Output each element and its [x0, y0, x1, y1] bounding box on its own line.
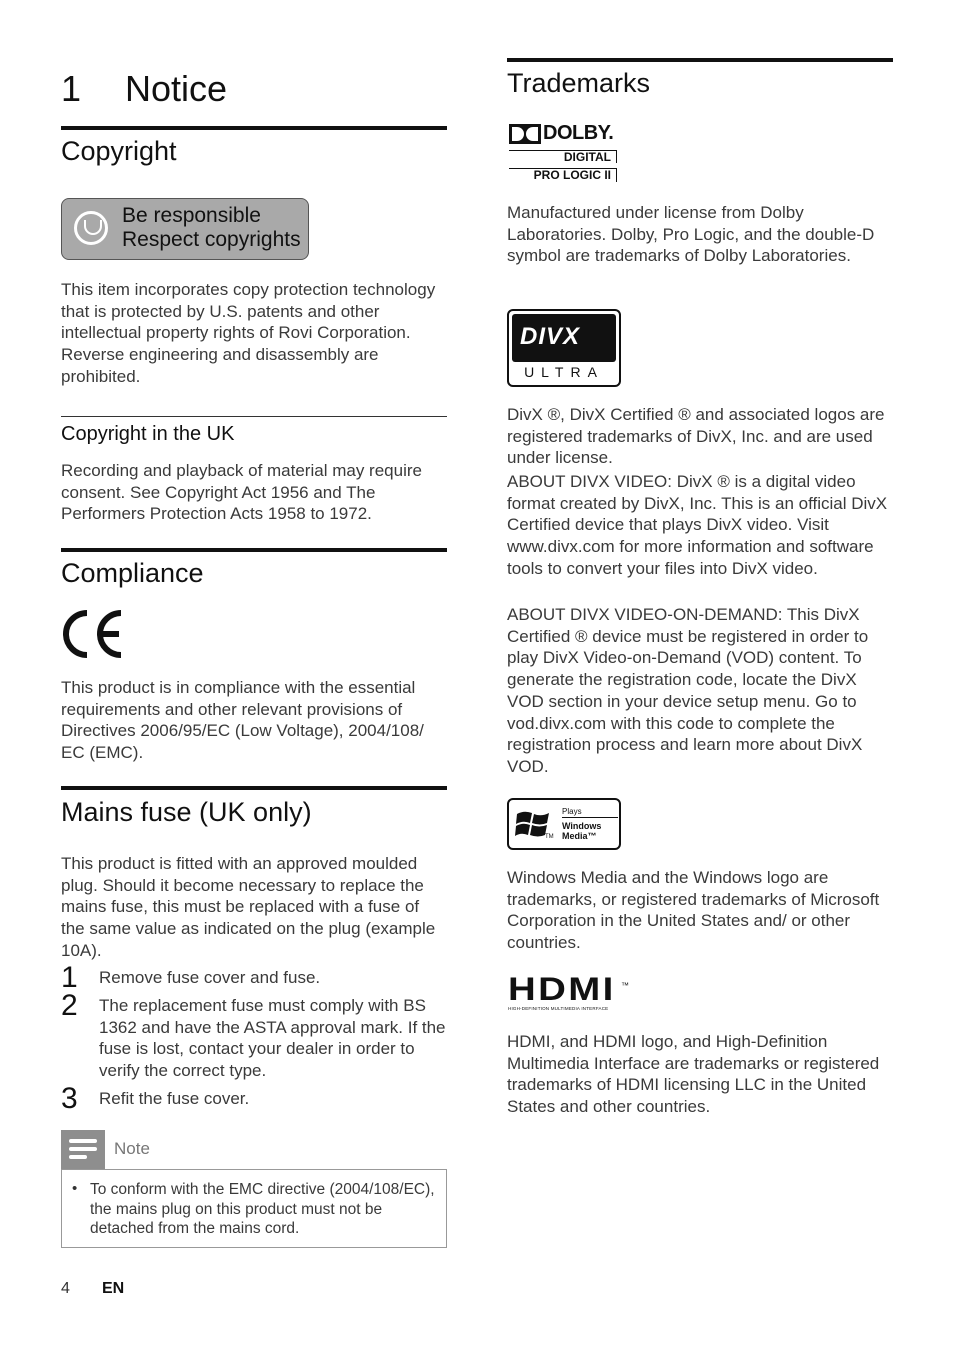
dolby-pro-logic: PRO LOGIC II — [513, 168, 617, 182]
copyright-uk-heading: Copyright in the UK — [61, 423, 235, 445]
step-number: 2 — [61, 989, 78, 1022]
hdmi-tm: ™ — [621, 981, 629, 990]
windows-media-text: Windows Media and the Windows logo are trademarks, or registered trademarks of Microsoft Corporation in the United States and/ or other countries. — [507, 868, 880, 953]
step-number: 3 — [61, 1082, 78, 1115]
wm-tm: TM — [545, 834, 554, 840]
windows-media-logo — [507, 798, 621, 850]
hdmi-logo — [508, 971, 632, 1013]
section-rule — [507, 58, 893, 62]
step-number: 1 — [61, 961, 78, 994]
hdmi-brand: HDMI — [508, 971, 616, 1007]
note-bullet: • — [72, 1180, 78, 1197]
wm-plays: Plays — [562, 807, 582, 816]
mains-body: This product is fitted with an approved moulded plug. Should it become necessary to replace the mains fuse, this must be replaced with a fuse of the same value as indicated on the plug (example 10A). — [61, 854, 436, 960]
copyright-heading: Copyright — [61, 136, 177, 166]
page-language: EN — [102, 1280, 125, 1297]
divx-text-2: ABOUT DIVX VIDEO: DivX ® is a digital video format created by DivX, Inc. This is an official DivX Certified device that plays DivX video. Visit www.divx.com for more information and software tools to convert your files into DivX video. — [507, 472, 888, 578]
note-text: To conform with the EMC directive (2004/108/EC), the mains plug on this product must not be detached from the mains cord. — [90, 1181, 435, 1237]
ce-mark-icon — [61, 609, 125, 659]
chapter-number: 1 — [61, 68, 82, 109]
divx-brand: DIVX — [520, 323, 581, 350]
chapter-title — [61, 68, 227, 110]
wm-windows: Windows — [562, 821, 602, 831]
section-rule — [61, 548, 447, 552]
step-text: Remove fuse cover and fuse. — [99, 968, 321, 987]
compliance-body: This product is in compliance with the essential requirements and other relevant provisions of Directives 2006/95/EC (Low Voltage), 2004/108/ EC (EMC). — [61, 678, 424, 763]
divx-ultra-logo — [507, 309, 621, 387]
dolby-text: Manufactured under license from Dolby Laboratories. Dolby, Pro Logic, and the double-D symbol are trademarks of Dolby Laboratories. — [507, 203, 875, 266]
dolby-logo — [509, 124, 621, 184]
be-responsible-badge — [61, 198, 309, 260]
dolby-brand: DOLBY. — [543, 122, 614, 144]
note-icon — [61, 1130, 105, 1169]
copyright-uk-body: Recording and playback of material may require consent. See Copyright Act 1956 and The Performers Protection Acts 1958 to 1972. — [61, 461, 422, 524]
note-label: Note — [114, 1139, 150, 1158]
divx-text-3: ABOUT DIVX VIDEO-ON-DEMAND: This DivX Certified ® device must be registered in order to play DivX Video-on-Demand (VOD) content. To generate the registration code, locate the DivX VOD section in your device setup menu. Go to vod.divx.com with this code to complete the registration process and learn more about DivX VOD. — [507, 605, 869, 776]
hdmi-sub: HIGH-DEFINITION MULTIMEDIA INTERFACE — [508, 1006, 609, 1011]
step-text: The replacement fuse must comply with BS 1362 and have the ASTA approval mark. If the fuse is lost, contact your dealer in order to verify the correct type. — [99, 996, 446, 1081]
page-number: 4 — [61, 1280, 70, 1297]
divx-ultra: ULTRA — [524, 364, 604, 380]
section-rule — [61, 126, 447, 130]
trademarks-heading: Trademarks — [507, 68, 651, 98]
note-box — [61, 1169, 447, 1248]
power-ring-icon — [74, 211, 108, 245]
double-d-icon — [509, 124, 541, 144]
mains-heading: Mains fuse (UK only) — [61, 797, 312, 827]
chapter-title-text: Notice — [125, 68, 228, 109]
divx-text-1: DivX ®, DivX Certified ® and associated logos are registered trademarks of DivX, Inc. and are used under license. — [507, 405, 885, 468]
copyright-body: This item incorporates copy protection technology that is protected by U.S. patents and other intellectual property rights of Rovi Corporation. Reverse engineering and disassembly are prohibited. — [61, 280, 436, 386]
section-rule — [61, 786, 447, 790]
badge-line-1: Be responsible — [122, 204, 261, 227]
subsection-rule — [61, 416, 447, 417]
wm-media: Media™ — [562, 831, 597, 841]
compliance-heading: Compliance — [61, 558, 204, 588]
hdmi-text: HDMI, and HDMI logo, and High-Definition Multimedia Interface are trademarks or registered trademarks of HDMI licensing LLC in the United States and other countries. — [507, 1032, 880, 1117]
step-text: Refit the fuse cover. — [99, 1089, 250, 1108]
dolby-digital: DIGITAL — [513, 150, 617, 163]
badge-line-2: Respect copyrights — [122, 228, 301, 251]
